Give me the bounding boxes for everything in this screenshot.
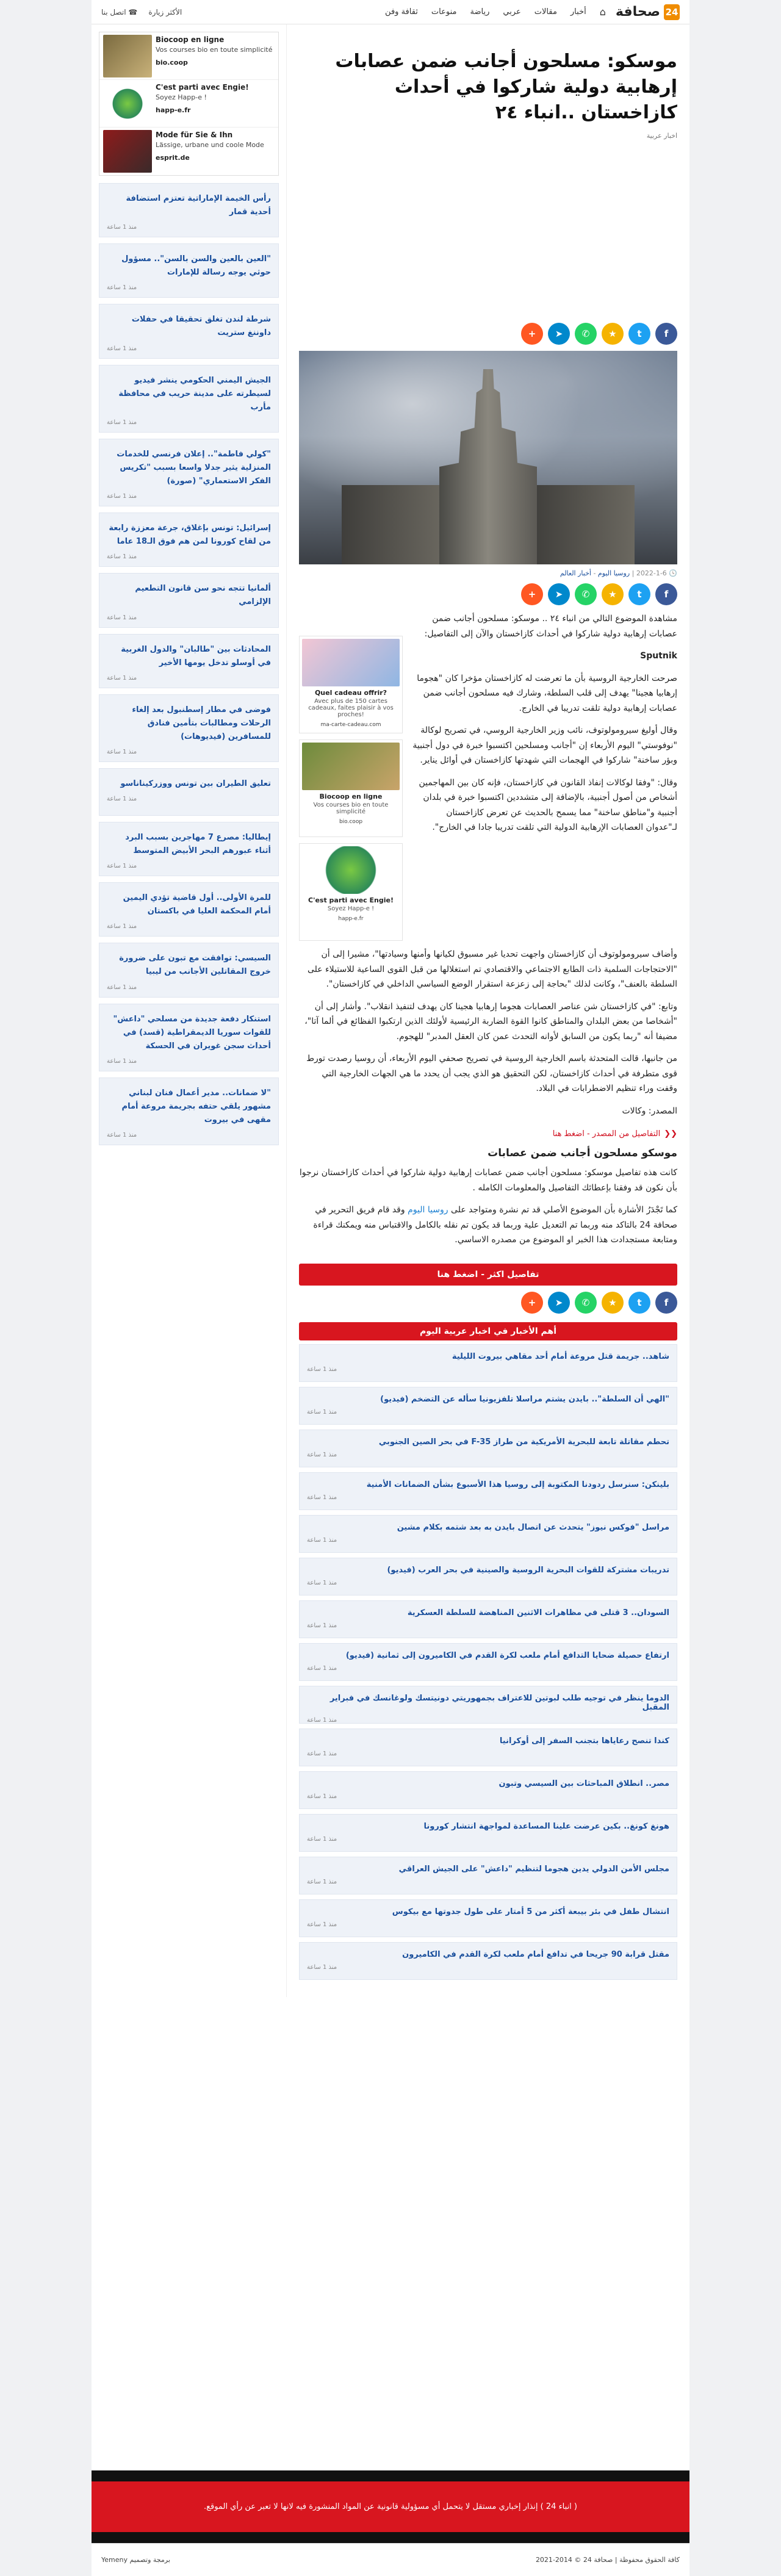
news-meta: منذ 1 ساعة [307, 1579, 337, 1586]
developer-credit[interactable]: برمجة وتصميم Yemeny [101, 2556, 170, 2564]
footer-disclaimer-band [92, 2470, 689, 2543]
article-body [299, 611, 677, 947]
star-icon[interactable]: ★ [602, 1292, 624, 1314]
inline-ads [299, 636, 403, 947]
source-note-suffix: وقد قام فريق التحرير في صحافة 24 بالتاكد منه وربما تم التعديل علية وربما قد يكون تم نقله بالكامل والاقتباس منه ويمكنك قراءة ومتابعة مستجدادت هذا الخبر او الموضوع من مصدره الاساسي. [313, 1205, 677, 1245]
news-meta: منذ 1 ساعة [307, 1716, 337, 1724]
article-category-link[interactable]: أخبار العالم [560, 569, 591, 577]
sidebar-news-item[interactable] [99, 243, 279, 298]
sidebar-news-item[interactable] [99, 768, 279, 816]
double-chevron-icon: ❮❮ [664, 1129, 677, 1139]
home-icon[interactable]: ⌂ [599, 6, 606, 18]
paragraph: وتابع: "في كازاخستان شن عناصر العصابات هجوما إرهابيا هجينا كان يهدف لتنفيذ انقلاب". وأشار إلى أن "أشخاصا من بعض البلدان والمناطق كانوا القوة الضاربة الرئيسية لأولئك الذين ارتكبوا الفظائع في ألما آتا"، مضيفا أنه "ربما يكون من السابق لأوانه التحدث عمن كان العقل المدبر" للهجوم. [304, 1001, 677, 1042]
sidebar-ad[interactable] [99, 128, 278, 175]
news-meta: منذ 1 ساعة [307, 1408, 337, 1416]
facebook-icon[interactable]: f [655, 1292, 677, 1314]
list-item[interactable] [299, 1942, 677, 1980]
news-title: بلينكن: سنرسل ردودنا المكتوبة إلى روسيا هذا الأسبوع بشأن الضمانات الأمنية [366, 1480, 669, 1489]
news-meta: منذ 1 ساعة [307, 1835, 337, 1843]
main-nav [385, 6, 606, 18]
source-note [299, 1203, 677, 1248]
ad-title: Biocoop en ligne [319, 793, 383, 801]
news-meta: منذ 1 ساعة [107, 224, 137, 231]
paragraph: وأضاف سيرومولوتوف أن كازاخستان واجهت تحديا غير مسبوق لكيانها وأمنها وسيادتها"، مشيرا إلى أن "الاحتجاجات السلمية ذات الطابع الاجتماعي والاقتصادي تم استغلالها من قبل القوى الساعية للاستيلاء على السلطة بالعنف"، وكانت لذلك "بحاجة إلى زعزعة استقرار الوضع السياسي الداخلي في كازاخستان". [307, 949, 677, 989]
star-icon[interactable]: ★ [602, 583, 624, 605]
news-title: مصر.. انطلاق المباحثات بين السيسي وتبون [498, 1779, 669, 1788]
news-title: "العين بالعين والسن بالسن".. مسؤول حوثي يوجه رسالة للإمارات [121, 254, 271, 278]
news-title: مقتل قرابة 90 جريحا في تدافع أمام ملعب لكرة القدم في الكاميرون [402, 1949, 669, 1959]
nav-item-sports[interactable]: رياضة [470, 7, 490, 16]
ad-text: Soyez Happ-e ! [327, 905, 375, 912]
facebook-icon[interactable]: f [655, 323, 677, 345]
source-note-link[interactable]: روسيا اليوم [408, 1205, 448, 1215]
plus-icon[interactable]: + [521, 1292, 543, 1314]
news-meta: منذ 1 ساعة [107, 419, 137, 426]
paragraph: صرحت الخارجية الروسية بأن ما تعرضت له كازاخستان مؤخرا كان "هجوما إرهابيا هجينا" يهدف إلى قلب السلطة، وشارك فيه مسلحون أجانب ضمن عصابات إرهابية دولية تلقت تدريبا في الخارج. [417, 673, 677, 713]
news-title: فوضى في مطار إسطنبول بعد إلغاء الرحلات ومطالبات بتأمين فنادق للمسافرين (فيديوهات) [132, 705, 271, 741]
news-title: تعليق الطيران بين تونس ووزركيناناسو [120, 779, 271, 788]
share-bar-top [299, 323, 677, 345]
list-item[interactable] [299, 1430, 677, 1467]
sidebar-news-item[interactable] [99, 634, 279, 688]
ad-domain: bio.coop [339, 819, 363, 825]
telegram-icon[interactable]: ➤ [548, 323, 570, 345]
news-title: مجلس الأمن الدولي يدين هجوما لتنظيم "داعش" على الجيش العراقي [398, 1864, 669, 1874]
ad-domain: happ-e.fr [338, 916, 364, 922]
news-title: تحطم مقاتلة تابعة للبحرية الأمريكية من طراز F-35 في بحر الصين الجنوبي [378, 1437, 669, 1447]
sidebar-news-item[interactable] [99, 694, 279, 762]
article-column [287, 24, 689, 1997]
plus-icon[interactable]: + [521, 583, 543, 605]
paragraph: مشاهدة الموضوع التالي من انباء ٢٤ .. موسكو: مسلحون أجانب ضمن عصابات إرهابية دولية شاركوا في أحداث كازاخستان والآن إلى التفاصيل: [424, 614, 677, 639]
nav-item-articles[interactable]: مقالات [534, 7, 557, 16]
news-meta: منذ 1 ساعة [307, 1921, 337, 1928]
sidebar [92, 24, 287, 1997]
list-item[interactable] [299, 1899, 677, 1937]
ad-title: Biocoop en ligne [156, 35, 225, 44]
nav-item-news[interactable]: أخبار [570, 7, 586, 16]
summary-text: كانت هذه تفاصيل موسكو: مسلحون أجانب ضمن عصابات إرهابية دولية شاركوا في أحداث كازاخستان نرجوا بأن نكون قد وفقنا بإعطائك التفاصيل والمعلومات الكامله . [299, 1168, 677, 1193]
news-meta: منذ 1 ساعة [307, 1750, 337, 1757]
sidebar-news-item[interactable] [99, 573, 279, 627]
article-continued [299, 947, 677, 1118]
copyright: كافة الحقوق محفوظة | صحافة 24 © 2014-2021 [535, 2556, 680, 2564]
news-title: السودان.. 3 قتلى في مظاهرات الاثنين المناهضة للسلطة العسكرية [407, 1608, 669, 1617]
news-title: استنكار دفعة جديدة من مسلحي "داعش" للقوات سوريا الديمقراطية (قسد) في أحداث سجن غويران في الحسكة [113, 1014, 271, 1051]
news-title: انتشال طفل في بئر بيبعة أكثر من 5 أمتار على طول جدوتها مع بيكوس [392, 1907, 669, 1916]
list-item[interactable] [299, 1558, 677, 1596]
sidebar-news-item[interactable] [99, 513, 279, 567]
news-title: إيطاليا: مصرع 7 مهاجرين بسبب البرد أثناء عبورهم البحر الأبيض المتوسط [125, 832, 271, 856]
nav-item-arab[interactable]: عربي [503, 7, 521, 16]
sub-title: موسكو مسلحون أجانب ضمن عصابات [488, 1147, 677, 1159]
news-title: "كولي فاطمة".. إعلان فرنسي للخدمات المنزلية يثير جدلا واسعا بسبب "تكريس الفكر الاستعماري" (صورة) [117, 449, 271, 486]
site-logo[interactable] [616, 4, 680, 20]
news-title: الجيش اليمني الحكومي ينشر فيديو لسيطرته على مدينة حريب في محافظة مأرب [118, 375, 271, 412]
ad-title: Mode für Sie & Ihn [156, 131, 233, 139]
ad-domain: bio.coop [156, 59, 188, 67]
source-note-prefix: كما تَجْدَرُ الأشارة بأن الموضوع الأصلي قد تم نشرة ومتواجد على [451, 1205, 677, 1215]
news-meta: منذ 1 ساعة [307, 1793, 337, 1800]
news-title: تدريبات مشتركة للقوات البحرية الروسية والصينية في بحر العرب (فيديو) [387, 1565, 669, 1575]
footer-bottom [92, 2543, 689, 2576]
news-meta: منذ 1 ساعة [307, 1963, 337, 1971]
clock-icon: 🕓 [666, 569, 677, 577]
article-text [412, 611, 677, 947]
nav-item-culture[interactable]: ثقافة وفن [385, 7, 418, 16]
list-item[interactable] [299, 1729, 677, 1766]
sidebar-news-item[interactable] [99, 1078, 279, 1145]
page [92, 0, 689, 2576]
news-meta: منذ 1 ساعة [107, 1132, 137, 1139]
nav-item-misc[interactable]: منوعات [431, 7, 457, 16]
ad-title: C'est parti avec Engie! [308, 896, 394, 904]
news-title: المحادثات بين "طالبان" والدول الغربية في أوسلو تدخل يومها الأخير [121, 644, 271, 667]
news-title: للمرة الأولى.. أول قاضية تؤدي اليمين أمام المحكمة العليا في باكستان [123, 893, 271, 916]
list-item[interactable] [299, 1857, 677, 1894]
news-title: السيسي: توافقت مع تبون على ضرورة خروج المقاتلين الأجانب من ليبيا [119, 954, 271, 977]
inline-ad[interactable] [299, 843, 403, 941]
ad-text: Avec plus de 150 cartes cadeaux, faites plaisir à vos proches! [308, 698, 394, 718]
sidebar-news-item[interactable] [99, 943, 279, 997]
news-title: "لا ضمانات.. مدير أعمال فنان لبناني مشهور يلقي حتفه بجريمة مروعة أمام مقهى في بيروت [121, 1088, 271, 1124]
list-item[interactable] [299, 1387, 677, 1425]
whatsapp-icon[interactable]: ✆ [575, 1292, 597, 1314]
news-meta: منذ 1 ساعة [107, 674, 137, 682]
article-image [299, 351, 677, 564]
news-meta: منذ 1 ساعة [307, 1494, 337, 1501]
news-title: شاهد.. جريمة قتل مروعة أمام أحد مقاهي بيروت الليلية [452, 1351, 669, 1361]
article-title: موسكو: مسلحون أجانب ضمن عصابات إرهابية دولية شاركوا في أحداث كازاخستان ..انباء ٢٤ [335, 51, 677, 123]
inline-ad[interactable] [299, 739, 403, 837]
news-title: مراسل "فوكس نيوز" يتحدث عن اتصال بايدن به بعد شتمه بكلام مشين [397, 1522, 669, 1532]
news-meta: منذ 1 ساعة [107, 1057, 137, 1065]
list-item[interactable] [299, 1600, 677, 1638]
star-icon[interactable]: ★ [602, 323, 624, 345]
ad-text: Lässige, urbane und coole Mode [156, 140, 264, 149]
ad-text: Soyez Happ-e ! [156, 93, 207, 101]
news-meta: منذ 1 ساعة [307, 1622, 337, 1629]
ad-text: Vos courses bio en toute simplicité [156, 45, 273, 54]
paragraph: المصدر: وكالات [622, 1106, 677, 1116]
article-meta: 🕓 2022-1-6 | روسيا اليوم - أخبار العالم [560, 569, 677, 577]
paragraph: وقال: "وفقا لوكالات إنفاذ القانون في كازاخستان، فإنه كان بين المهاجمين أشخاص من أصول أجنبية، بالإضافة إلى متشددين اكتسبوا خبرة في بلدان أجنبية و"مناطق ساخنة" مما يسمح بالحديث عن تعرض كازاخستان لـ"عدوان العصابات الإرهابية الدولية التي تلقت تدريبا جادا في الخارج". [419, 777, 677, 832]
paragraph: من جانبها، قالت المتحدثة باسم الخارجية الروسية في تصريح صحفي اليوم الأربعاء، أن روسيا رصدت تورط قوى متطرفة في أحداث كازاخستان، لكن التحقيق هو الذي يجب أن يحدد ما هي الجهات الخارجية التي وقفت وراء تنظيم الاضطرابات في البلاد. [306, 1054, 677, 1093]
inline-ad[interactable] [299, 636, 403, 733]
list-item[interactable] [299, 1643, 677, 1681]
ad-domain: ma-carte-cadeau.com [320, 722, 381, 728]
news-title: هونغ كونغ.. بكين عرضت علينا المساعدة لمواجهة انتشار كورونا [423, 1821, 669, 1831]
share-bar-bottom [299, 583, 677, 605]
twitter-icon[interactable]: t [628, 323, 650, 345]
sidebar-news-item[interactable] [99, 183, 279, 237]
telegram-icon[interactable]: ➤ [548, 583, 570, 605]
news-meta: منذ 1 ساعة [307, 1365, 337, 1373]
ad-title: Quel cadeau offrir? [314, 689, 387, 697]
article-category[interactable]: اخبار عربية [646, 132, 677, 140]
list-item[interactable] [299, 1344, 677, 1382]
news-title: ألمانيا تتجه نحو سن قانون التطعيم الإلزامي [135, 584, 271, 607]
top-navigation [92, 0, 689, 24]
news-meta: منذ 1 ساعة [107, 284, 137, 292]
news-title: شرطة لندن تغلق تحقيقا في حفلات داوننغ ستريت [131, 315, 271, 338]
list-item[interactable] [299, 1814, 677, 1852]
telegram-icon[interactable]: ➤ [548, 1292, 570, 1314]
whatsapp-icon[interactable]: ✆ [575, 323, 597, 345]
news-title: ارتفاع حصيلة ضحايا التدافع أمام ملعب لكرة القدم في الكاميرون إلى ثمانية (فيديو) [345, 1650, 669, 1660]
news-meta: منذ 1 ساعة [107, 748, 137, 755]
sidebar-ad-box [99, 32, 279, 176]
details-link-label: التفاصيل من المصدر - اضغط هنا [552, 1129, 661, 1139]
news-title: رأس الخيمة الإماراتية تعتزم استضافة أحدية قمار [126, 194, 271, 217]
news-meta: منذ 1 ساعة [107, 553, 137, 561]
news-meta: منذ 1 ساعة [307, 1536, 337, 1544]
news-meta: منذ 1 ساعة [107, 345, 137, 352]
news-meta: منذ 1 ساعة [107, 614, 137, 621]
ad-placeholder [299, 140, 677, 317]
news-meta: منذ 1 ساعة [107, 984, 137, 991]
sidebar-news-item[interactable] [99, 1004, 279, 1071]
news-title: "الهي أن السلطة".. بايدن يشتم مراسلا تلفزيونيا سأله عن التضخم (فيديو) [380, 1394, 669, 1404]
article-date: 2022-1-6 [636, 569, 667, 577]
news-meta: منذ 1 ساعة [307, 1878, 337, 1885]
article-source-link[interactable]: روسيا اليوم [597, 569, 630, 577]
sidebar-ad[interactable] [99, 80, 278, 128]
logo-text: صحافة [615, 4, 660, 20]
sidebar-news-item[interactable] [99, 304, 279, 358]
more-details-button[interactable]: تفاصيل اكثر - اضغط هنا [299, 1264, 677, 1286]
list-item[interactable] [299, 1771, 677, 1809]
list-item[interactable] [299, 1515, 677, 1553]
news-meta: منذ 1 ساعة [107, 796, 137, 803]
news-title: إسرائيل: تونس بإغلاق، جرعة معززة رابعة من لقاح كورونا لمن هم فوق الـ18 عاما [109, 523, 271, 547]
footer [92, 2470, 689, 2576]
sidebar-news-item[interactable] [99, 365, 279, 433]
list-item[interactable] [299, 1686, 677, 1724]
sidebar-news-item[interactable] [99, 822, 279, 876]
twitter-icon[interactable]: t [628, 583, 650, 605]
news-title: الدوما ينظر في توجيه طلب لبوتين للاعتراف بجمهوريتي دونيتسك ولوغانسك في فبراير المقبل [329, 1693, 669, 1712]
phone-icon: ☎ [126, 7, 138, 16]
ad-domain: happ-e.fr [156, 106, 191, 115]
paragraph: Sputnik [640, 651, 677, 661]
list-item[interactable] [299, 1472, 677, 1510]
news-meta: منذ 1 ساعة [307, 1451, 337, 1458]
news-meta: منذ 1 ساعة [107, 923, 137, 930]
sidebar-ad[interactable] [99, 32, 278, 80]
paragraph: وقال أوليغ سيرومولوتوف، نائب وزير الخارجية الروسي، في تصريح لوكالة "نوفوستي" اليوم الأربعاء إن "أجانب ومسلحين اكتسبوا خبرة في دول أجنبية وبؤر ساخنة" شاركوا في الهجمات التي شهدتها كازاخستان في أوائل يناير. [412, 725, 677, 765]
share-bar-end [299, 1292, 677, 1314]
plus-icon[interactable]: + [521, 323, 543, 345]
news-meta: منذ 1 ساعة [307, 1664, 337, 1672]
ad-title: C'est parti avec Engie! [156, 83, 249, 92]
news-meta: منذ 1 ساعة [107, 863, 137, 870]
top-links [101, 8, 182, 16]
news-title: كندا تنصح رعاياها بتجنب السفر إلى أوكرانيا [499, 1736, 669, 1746]
contact-link[interactable] [101, 8, 137, 16]
whatsapp-icon[interactable]: ✆ [575, 583, 597, 605]
summary [299, 1165, 677, 1248]
ad-text: Vos courses bio en toute simplicité [313, 802, 389, 815]
contact-link-label: اتصل بنا [101, 7, 126, 16]
twitter-icon[interactable]: t [628, 1292, 650, 1314]
today-news-heading: أهم الأخبار في اخبار عربية اليوم [299, 1322, 677, 1340]
logo-mark: 24 [664, 4, 680, 20]
today-news-list [299, 1344, 677, 1980]
news-meta: منذ 1 ساعة [107, 493, 137, 500]
sidebar-news-item[interactable] [99, 882, 279, 937]
sidebar-news-item[interactable] [99, 439, 279, 506]
ad-domain: esprit.de [156, 154, 190, 162]
details-link[interactable] [299, 1129, 677, 1139]
footer-disclaimer: ( انباء 24 ) إنذار إخباري مستقل لا يتحمل أي مسؤولية قانونية عن المواد المنشورة فيه لانها لا تعبر عن رأي الموقع. [92, 2481, 689, 2532]
most-visited-link[interactable]: الأكثر زيارة [148, 7, 182, 16]
facebook-icon[interactable]: f [655, 583, 677, 605]
